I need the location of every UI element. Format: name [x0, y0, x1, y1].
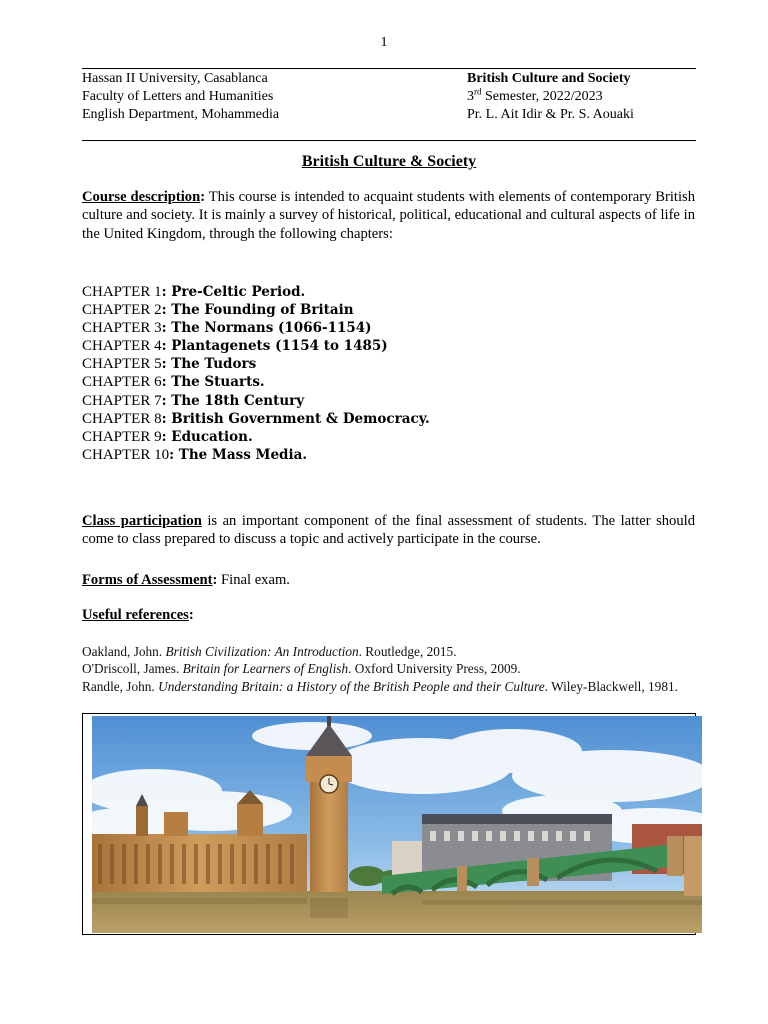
- reference-publisher: . Routledge, 2015.: [358, 644, 457, 659]
- references-list: [82, 643, 695, 695]
- chapter-title: : The Mass Media.: [169, 446, 308, 463]
- course-name: British Culture and Society: [467, 71, 631, 86]
- chapter-label: CHAPTER 2: [82, 302, 162, 319]
- river-thames: [92, 891, 702, 933]
- semester-ordinal: rd: [474, 86, 482, 97]
- chapter-title: : The Normans (1066-1154): [161, 320, 372, 337]
- document-title: British Culture & Society: [301, 153, 477, 170]
- course-description-colon: :: [200, 189, 206, 205]
- chapter-label: CHAPTER 7: [82, 392, 162, 409]
- course-description-text: This course is intended to acquaint students with elements of contemporary British culture and society. It is mainly a survey of historical, political, educational and cultural aspects of life in the United Kingdom, through the following chapters:: [82, 189, 695, 242]
- course-info-block: [467, 70, 634, 124]
- references-heading: [82, 607, 194, 624]
- class-participation-text: is an important component of the final assessment of students. The latter should come to class prepared to discuss a topic and actively participate in the course.: [82, 513, 696, 548]
- chapter-label: CHAPTER 8: [82, 410, 162, 427]
- faculty-name: Faculty of Letters and Humanities: [82, 89, 274, 104]
- reference-title: Understanding Britain: a History of the British People and their Culture: [158, 678, 545, 694]
- chapter-item: [82, 283, 430, 301]
- chapter-label: CHAPTER 6: [82, 374, 162, 391]
- reference-publisher: . Wiley-Blackwell, 1981.: [544, 678, 678, 694]
- westminster-photo: [92, 716, 702, 933]
- chapter-label: CHAPTER 9: [82, 428, 162, 445]
- chapter-label: CHAPTER 5: [82, 356, 162, 373]
- chapter-title: : The Tudors: [161, 356, 257, 373]
- chapter-title: : Education.: [161, 428, 253, 445]
- chapter-label: CHAPTER 10: [82, 446, 170, 463]
- university-name: Hassan II University, Casablanca: [82, 71, 268, 86]
- chapter-title: : Plantagenets (1154 to 1485): [161, 338, 388, 355]
- reference-author: Randle, John.: [82, 678, 159, 694]
- chapter-label: CHAPTER 3: [82, 320, 162, 337]
- chapter-item: [82, 446, 430, 464]
- references-label: Useful references: [82, 607, 189, 623]
- chapter-title: : Pre-Celtic Period.: [161, 284, 306, 300]
- class-participation-label: Class participation: [82, 513, 202, 529]
- reference-item: [82, 660, 695, 677]
- chapter-label: CHAPTER 4: [82, 338, 162, 355]
- department-name: English Department, Mohammedia: [82, 107, 280, 122]
- chapter-item: [82, 301, 430, 319]
- chapter-item: [82, 355, 430, 373]
- references-colon: :: [188, 607, 194, 623]
- chapter-item: [82, 410, 430, 428]
- chapter-item: [82, 319, 430, 337]
- institution-block: [82, 70, 279, 124]
- assessment: [82, 571, 695, 589]
- reference-item: [82, 678, 695, 695]
- course-description-label: Course description: [82, 189, 201, 205]
- reference-item: [82, 643, 695, 660]
- chapter-item: [82, 428, 430, 446]
- reference-title: Britain for Learners of English: [182, 661, 349, 677]
- assessment-colon: :: [212, 572, 218, 588]
- assessment-label: Forms of Assessment: [82, 572, 213, 588]
- reference-publisher: . Oxford University Press, 2009.: [348, 661, 521, 677]
- assessment-text: Final exam.: [217, 572, 290, 588]
- chapter-item: [82, 373, 430, 391]
- chapter-title: : The Founding of Britain: [161, 302, 354, 319]
- chapter-item: [82, 392, 430, 410]
- page-number: 1: [380, 35, 388, 50]
- chapter-title: : The 18th Century: [161, 392, 305, 409]
- semester-text: Semester, 2022/2023: [481, 89, 603, 104]
- course-description: [82, 188, 695, 243]
- chapter-title: : British Government & Democracy.: [161, 410, 430, 427]
- chapter-title: : The Stuarts.: [161, 374, 265, 391]
- class-participation: [82, 512, 695, 549]
- chapter-list: [82, 283, 430, 464]
- reference-title: British Civilization: An Introduction: [165, 644, 359, 659]
- semester-line: [467, 88, 634, 106]
- header-top-rule: [82, 68, 696, 69]
- professors: Pr. L. Ait Idir & Pr. S. Aouaki: [467, 107, 634, 122]
- reference-author: O'Driscoll, James.: [82, 661, 183, 677]
- header-bottom-rule: [82, 140, 696, 141]
- reference-author: Oakland, John.: [82, 644, 166, 659]
- chapter-label: CHAPTER 1: [82, 284, 162, 300]
- semester-number: 3: [467, 89, 474, 104]
- chapter-item: [82, 337, 430, 355]
